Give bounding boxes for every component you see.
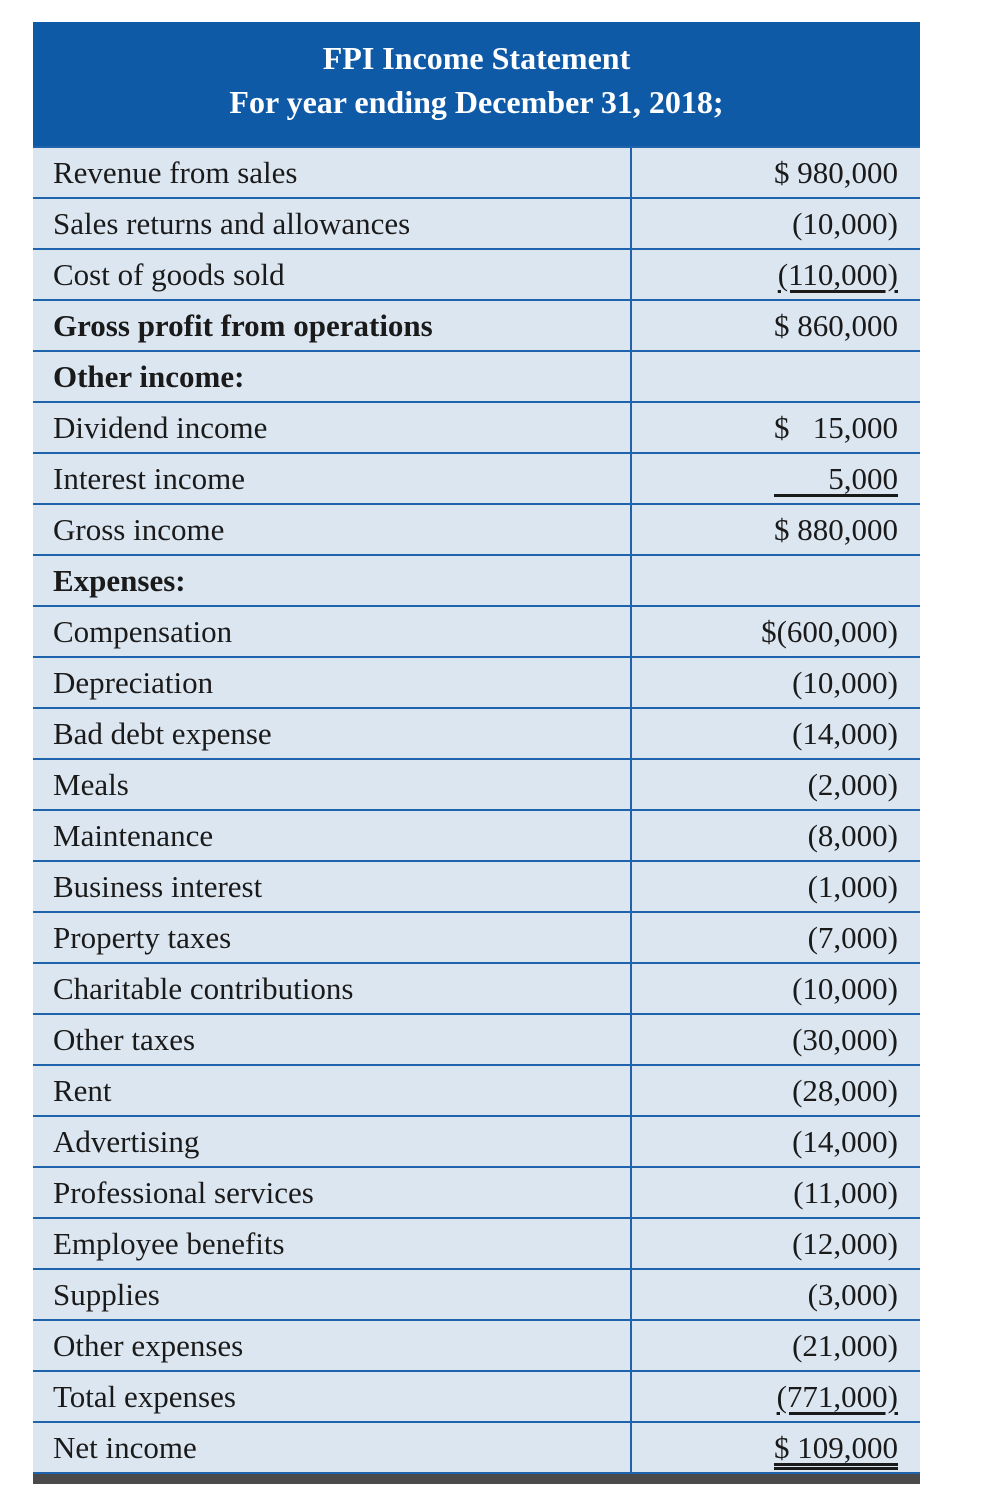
table-row bbox=[33, 1422, 920, 1473]
row-value bbox=[631, 453, 920, 504]
row-amount: $ 980,000 bbox=[774, 154, 898, 190]
row-amount: (11,000) bbox=[793, 1174, 898, 1210]
row-value bbox=[631, 861, 920, 912]
row-label: Expenses: bbox=[33, 555, 631, 606]
statement-title: FPI Income Statement bbox=[322, 40, 631, 76]
row-value bbox=[631, 1116, 920, 1167]
row-amount: (12,000) bbox=[792, 1225, 898, 1261]
table-row bbox=[33, 1167, 920, 1218]
row-value bbox=[631, 300, 920, 351]
row-value bbox=[631, 1422, 920, 1473]
table-row bbox=[33, 1320, 920, 1371]
row-amount: 5,000 bbox=[774, 460, 898, 496]
row-label: Gross profit from operations bbox=[33, 300, 631, 351]
row-label: Charitable contributions bbox=[33, 963, 631, 1014]
row-value bbox=[631, 708, 920, 759]
row-label: Sales returns and allowances bbox=[33, 198, 631, 249]
row-label: Depreciation bbox=[33, 657, 631, 708]
table-row bbox=[33, 708, 920, 759]
row-value bbox=[631, 810, 920, 861]
row-value bbox=[631, 1371, 920, 1422]
table-row bbox=[33, 1371, 920, 1422]
row-value bbox=[631, 1218, 920, 1269]
row-value bbox=[631, 249, 920, 300]
row-label: Supplies bbox=[33, 1269, 631, 1320]
row-amount: (771,000) bbox=[776, 1378, 898, 1414]
row-amount: (28,000) bbox=[792, 1072, 898, 1108]
row-amount: $ 109,000 bbox=[774, 1429, 898, 1465]
row-value bbox=[631, 1167, 920, 1218]
row-amount: (7,000) bbox=[807, 919, 898, 955]
row-label: Meals bbox=[33, 759, 631, 810]
table-row bbox=[33, 657, 920, 708]
table-row bbox=[33, 606, 920, 657]
row-label: Net income bbox=[33, 1422, 631, 1473]
row-label: Interest income bbox=[33, 453, 631, 504]
row-value bbox=[631, 1014, 920, 1065]
table-row bbox=[33, 963, 920, 1014]
row-amount: (30,000) bbox=[792, 1021, 898, 1057]
row-label: Other income: bbox=[33, 351, 631, 402]
row-label: Maintenance bbox=[33, 810, 631, 861]
row-amount: $(600,000) bbox=[761, 613, 898, 649]
table-row bbox=[33, 555, 920, 606]
row-amount: $ 15,000 bbox=[774, 409, 898, 445]
row-label: Professional services bbox=[33, 1167, 631, 1218]
table-row bbox=[33, 1269, 920, 1320]
income-statement bbox=[33, 22, 920, 1484]
table-row bbox=[33, 249, 920, 300]
row-value bbox=[631, 1065, 920, 1116]
row-amount: (2,000) bbox=[807, 766, 898, 802]
row-amount: (8,000) bbox=[807, 817, 898, 853]
table-row bbox=[33, 861, 920, 912]
row-amount: (10,000) bbox=[792, 970, 898, 1006]
row-label: Gross income bbox=[33, 504, 631, 555]
row-amount: (3,000) bbox=[807, 1276, 898, 1312]
row-label: Cost of goods sold bbox=[33, 249, 631, 300]
table-row bbox=[33, 147, 920, 198]
row-label: Business interest bbox=[33, 861, 631, 912]
row-value bbox=[631, 657, 920, 708]
table-row bbox=[33, 402, 920, 453]
row-value bbox=[631, 606, 920, 657]
row-amount: $ 880,000 bbox=[774, 511, 898, 547]
table-row bbox=[33, 198, 920, 249]
bottom-border bbox=[33, 1474, 920, 1484]
row-amount: (14,000) bbox=[792, 715, 898, 751]
row-amount: (10,000) bbox=[792, 664, 898, 700]
table-row bbox=[33, 759, 920, 810]
row-label: Bad debt expense bbox=[33, 708, 631, 759]
table-row bbox=[33, 1218, 920, 1269]
row-value bbox=[631, 1320, 920, 1371]
row-label: Rent bbox=[33, 1065, 631, 1116]
row-value bbox=[631, 759, 920, 810]
table-row bbox=[33, 912, 920, 963]
table-row bbox=[33, 1116, 920, 1167]
row-label: Other expenses bbox=[33, 1320, 631, 1371]
row-amount: (1,000) bbox=[807, 868, 898, 904]
table-row bbox=[33, 504, 920, 555]
row-amount: (21,000) bbox=[792, 1327, 898, 1363]
row-label: Total expenses bbox=[33, 1371, 631, 1422]
row-value bbox=[631, 963, 920, 1014]
table-row bbox=[33, 351, 920, 402]
row-value bbox=[631, 147, 920, 198]
row-value bbox=[631, 504, 920, 555]
table-row bbox=[33, 300, 920, 351]
table-row bbox=[33, 1065, 920, 1116]
statement-subtitle: For year ending December 31, 2018; bbox=[229, 84, 724, 120]
row-amount: (110,000) bbox=[777, 256, 898, 292]
row-label: Other taxes bbox=[33, 1014, 631, 1065]
row-value bbox=[631, 198, 920, 249]
statement-table bbox=[33, 146, 920, 1474]
row-value bbox=[631, 555, 920, 606]
row-value bbox=[631, 912, 920, 963]
row-value bbox=[631, 351, 920, 402]
row-label: Property taxes bbox=[33, 912, 631, 963]
row-label: Dividend income bbox=[33, 402, 631, 453]
row-amount: (10,000) bbox=[792, 205, 898, 241]
table-row bbox=[33, 1014, 920, 1065]
row-amount: $ 860,000 bbox=[774, 307, 898, 343]
row-value bbox=[631, 1269, 920, 1320]
row-label: Revenue from sales bbox=[33, 147, 631, 198]
row-label: Advertising bbox=[33, 1116, 631, 1167]
statement-header bbox=[33, 22, 920, 146]
row-amount: (14,000) bbox=[792, 1123, 898, 1159]
row-value bbox=[631, 402, 920, 453]
row-label: Employee benefits bbox=[33, 1218, 631, 1269]
table-row bbox=[33, 810, 920, 861]
row-label: Compensation bbox=[33, 606, 631, 657]
table-row bbox=[33, 453, 920, 504]
